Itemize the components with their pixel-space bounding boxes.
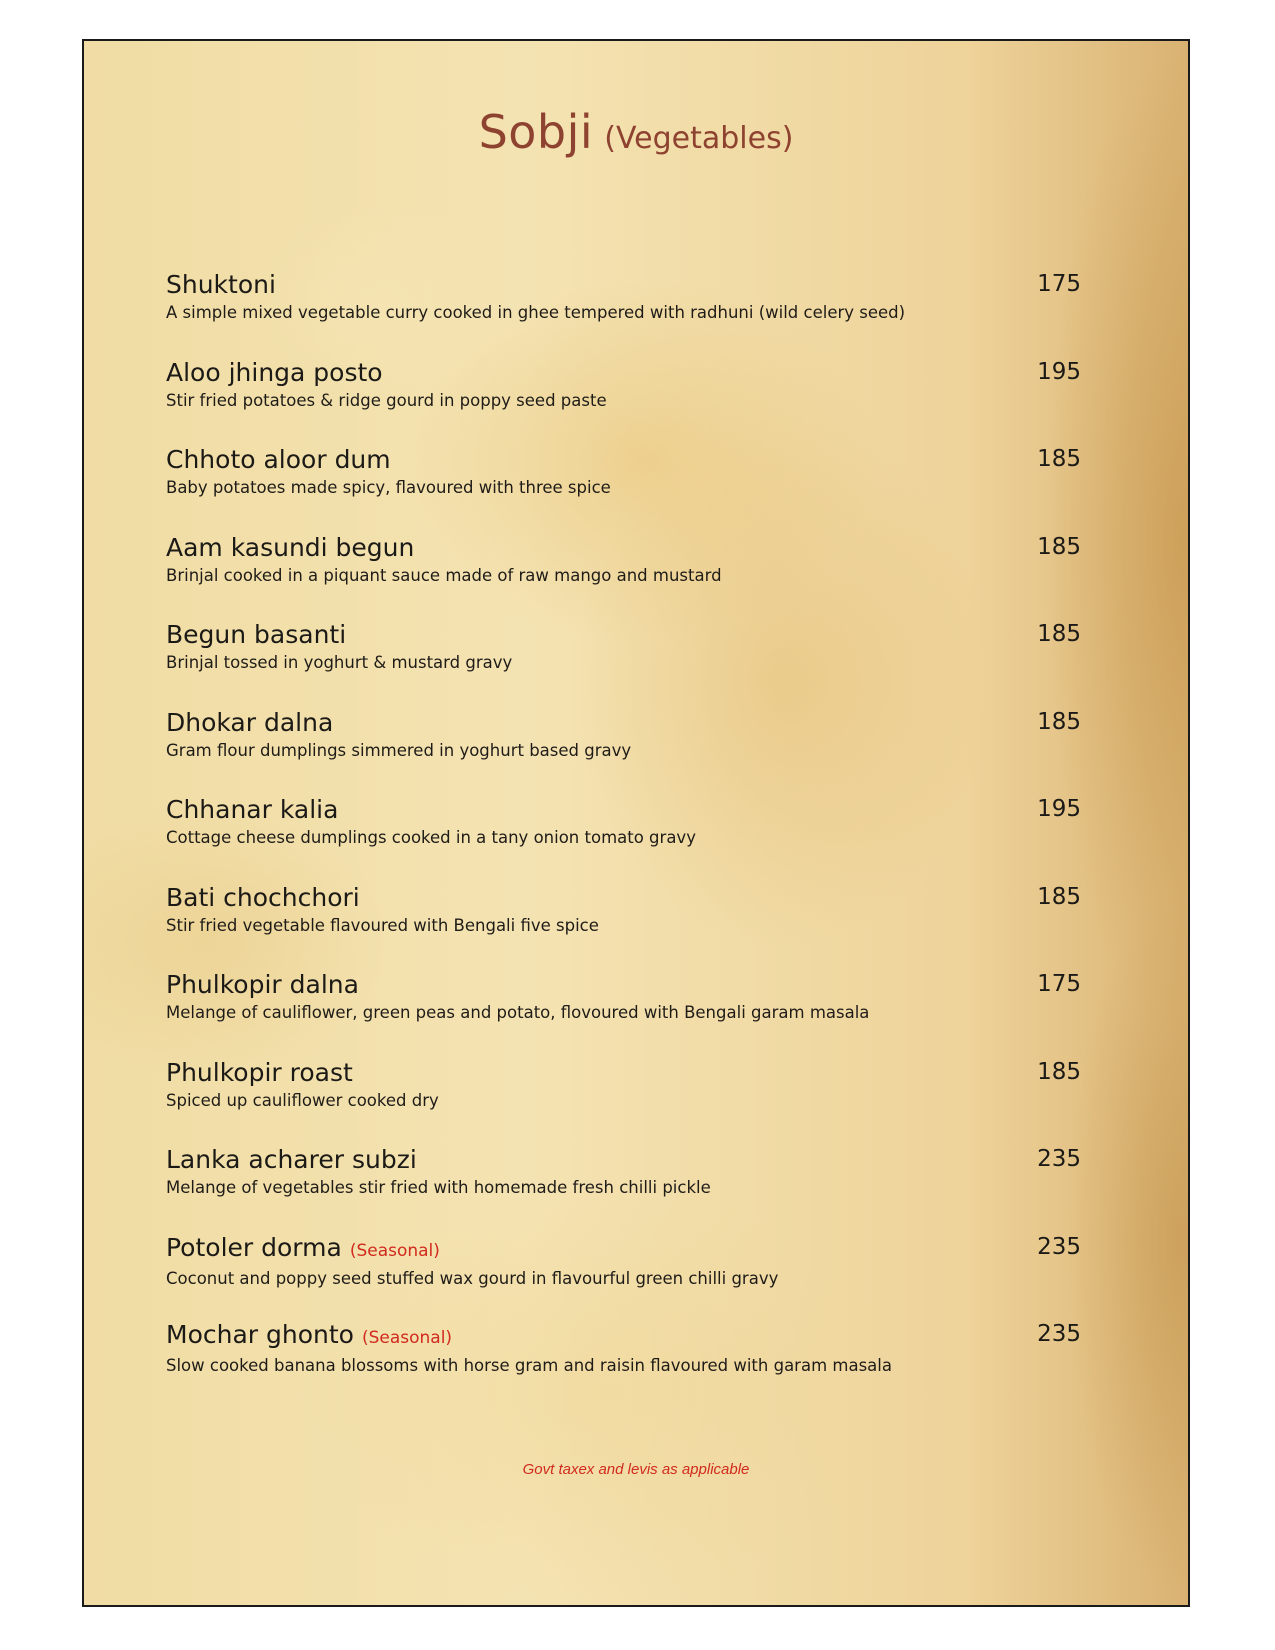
menu-item-description: Baby potatoes made spicy, flavoured with three spice [166, 478, 611, 497]
menu-item [166, 794, 1081, 882]
menu-item-title: Potoler dorma [166, 1232, 342, 1262]
menu-item [166, 444, 1081, 532]
menu-item-title: Phulkopir dalna [166, 970, 359, 999]
menu-item-description: Gram flour dumplings simmered in yoghurt based gravy [166, 740, 632, 760]
menu-item-name [166, 532, 1066, 564]
menu-item-price: 195 [1037, 796, 1081, 822]
menu-item-title: Begun basanti [166, 620, 347, 649]
menu-item-title: Shuktoni [166, 270, 276, 299]
menu-item-price: 175 [1037, 271, 1081, 297]
menu-item-description: Stir fried vegetable flavoured with Bengali five spice [166, 915, 599, 935]
title-subtitle: (Vegetables) [604, 121, 794, 156]
page-title [84, 105, 1188, 159]
menu-item-title: Mochar ghonto [166, 1320, 354, 1349]
menu-item-name [166, 882, 1066, 914]
menu-item [166, 1319, 1081, 1407]
menu-item-description: Brinjal cooked in a piquant sauce made of raw mango and mustard [166, 565, 722, 585]
menu-item-price: 185 [1037, 533, 1081, 560]
menu-item-price: 175 [1037, 971, 1081, 997]
menu-item-price: 235 [1037, 1321, 1081, 1347]
menu-item-name [166, 969, 1066, 1001]
menu-item-title: Lanka acharer subzi [166, 1145, 417, 1174]
menu-item-name [166, 444, 1066, 476]
menu-item-description: Melange of cauliflower, green peas and potato, flovoured with Bengali garam masala [166, 1003, 870, 1022]
menu-item-price: 195 [1037, 358, 1081, 385]
menu-item-list [166, 269, 1081, 1407]
menu-item-description: Brinjal tossed in yoghurt & mustard gravy [166, 653, 513, 672]
menu-item-name [166, 1057, 1066, 1089]
menu-item [166, 1232, 1081, 1320]
menu-item [166, 357, 1081, 445]
menu-item-price: 185 [1037, 1058, 1081, 1085]
menu-item-title: Bati chochchori [166, 882, 360, 912]
tax-note: Govt taxex and levis as applicable [522, 1461, 750, 1478]
menu-item-name [166, 1144, 1066, 1176]
menu-item-title: Chhoto aloor dum [166, 445, 391, 474]
title-main: Sobji [478, 105, 594, 159]
menu-item-description: Cottage cheese dumplings cooked in a tany onion tomato gravy [166, 828, 696, 847]
menu-item [166, 969, 1081, 1057]
menu-item [166, 707, 1081, 795]
menu-item-price: 185 [1037, 446, 1081, 472]
menu-item [166, 269, 1081, 357]
menu-item [166, 882, 1081, 970]
menu-item-name [166, 619, 1066, 651]
menu-item-description: Stir fried potatoes & ridge gourd in poppy seed paste [166, 390, 607, 410]
menu-item-title: Chhanar kalia [166, 795, 339, 824]
menu-item-price: 235 [1037, 1146, 1081, 1172]
menu-item-description: A simple mixed vegetable curry cooked in ghee tempered with radhuni (wild celery seed) [166, 303, 906, 322]
menu-item [166, 619, 1081, 707]
menu-item-title: Phulkopir roast [166, 1057, 353, 1087]
menu-item-name [166, 707, 1066, 739]
menu-item-name [166, 1232, 1066, 1267]
menu-item-description: Melange of vegetables stir fried with homemade fresh chilli pickle [166, 1178, 711, 1197]
menu-item [166, 1144, 1081, 1232]
menu-item-price: 185 [1037, 708, 1081, 735]
menu-item-price: 235 [1037, 1233, 1081, 1260]
menu-item-name [166, 794, 1066, 826]
menu-item-price: 185 [1037, 883, 1081, 910]
menu-item-title: Aloo jhinga posto [166, 357, 383, 387]
menu-item-name [166, 269, 1066, 301]
menu-page [82, 39, 1190, 1607]
seasonal-tag: (Seasonal) [361, 1328, 453, 1348]
menu-item-name [166, 357, 1066, 389]
menu-item-title: Aam kasundi begun [166, 532, 415, 562]
menu-item-price: 185 [1037, 621, 1081, 647]
menu-item-description: Spiced up cauliflower cooked dry [166, 1090, 439, 1110]
menu-item [166, 532, 1081, 620]
menu-item-description: Slow cooked banana blossoms with horse gram and raisin flavoured with garam masala [166, 1356, 892, 1375]
menu-item [166, 1057, 1081, 1145]
menu-item-title: Dhokar dalna [166, 707, 334, 737]
menu-item-description: Coconut and poppy seed stuffed wax gourd in flavourful green chilli gravy [166, 1268, 779, 1288]
menu-item-name [166, 1319, 1066, 1354]
seasonal-tag: (Seasonal) [349, 1240, 440, 1261]
